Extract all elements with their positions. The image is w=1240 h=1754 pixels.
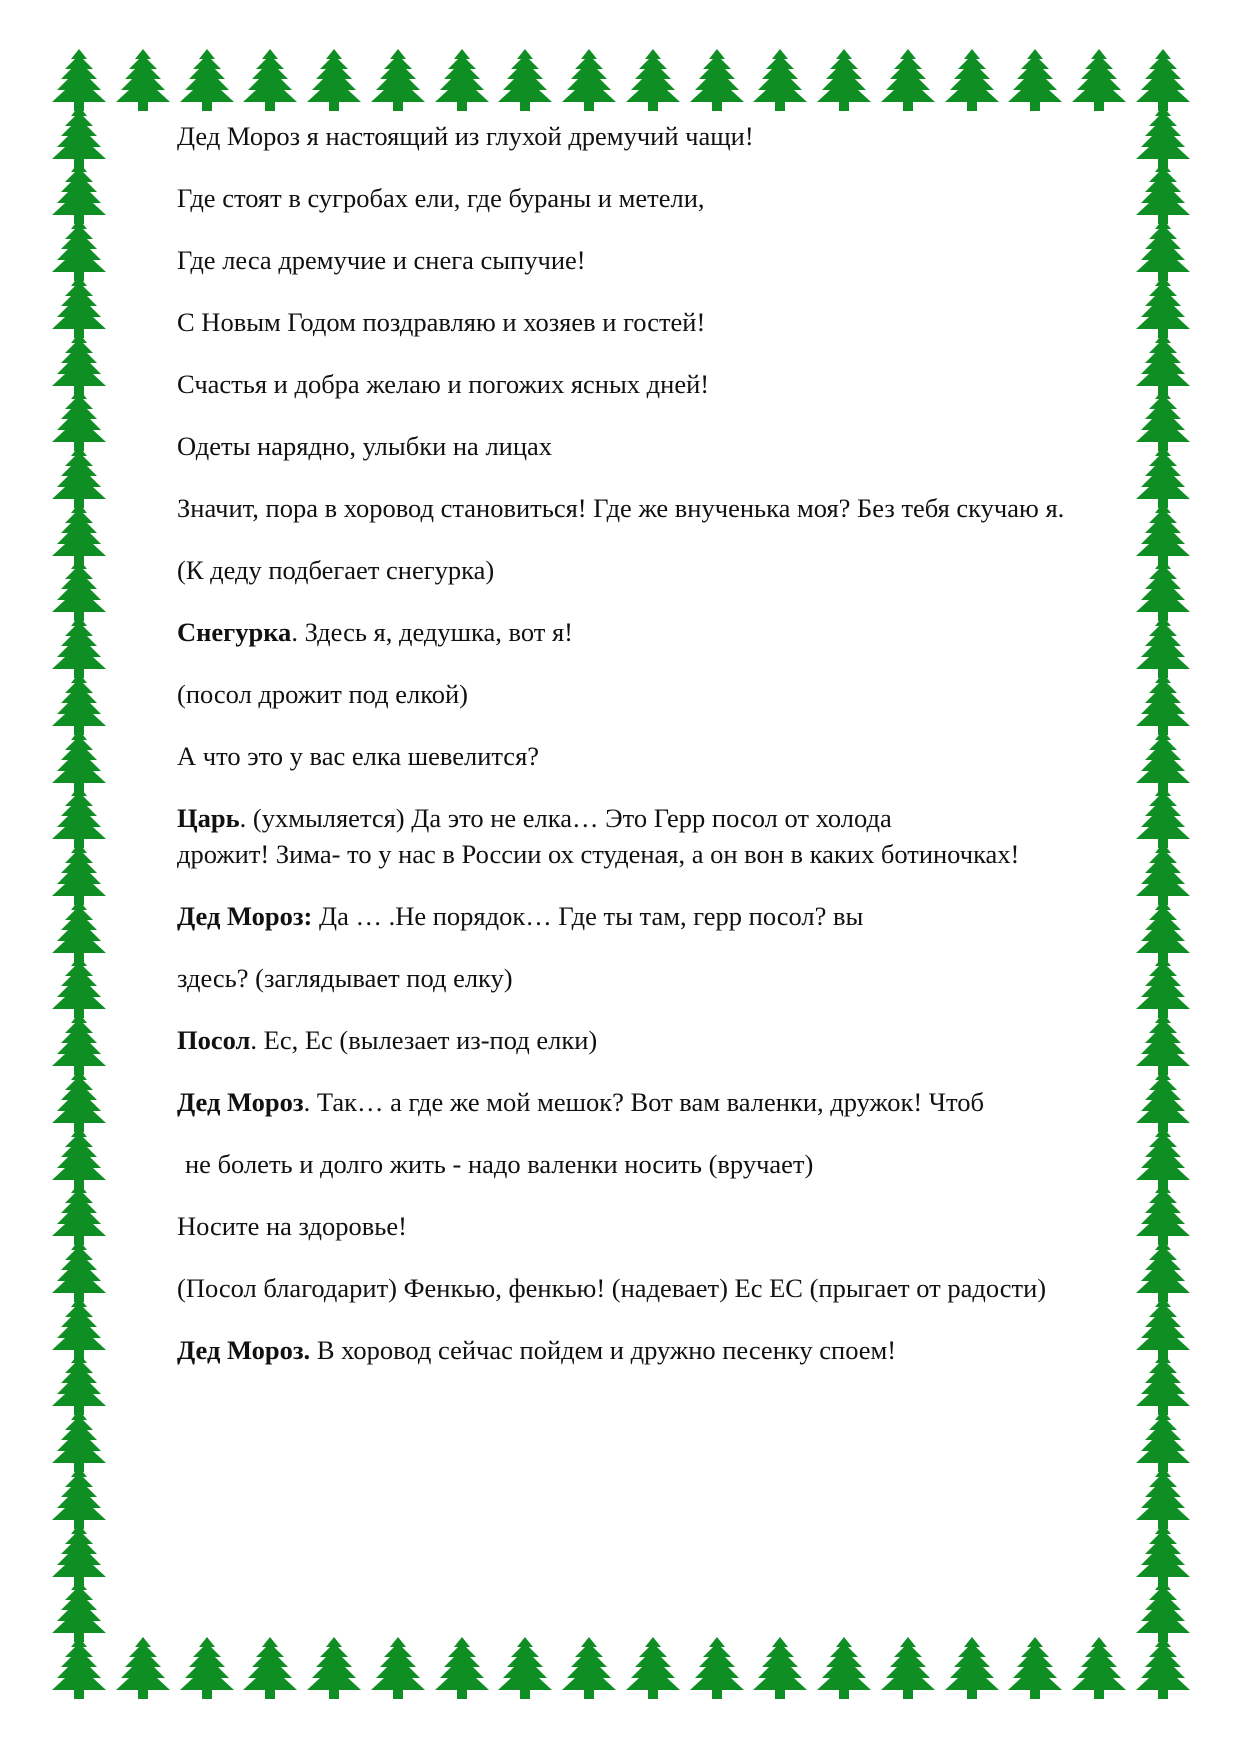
christmas-tree-icon	[48, 785, 110, 849]
script-line	[177, 738, 1177, 774]
script-line	[177, 1146, 1177, 1182]
line-text: дрожит! Зима- то у нас в России ох студеная, а он вон в каких ботиночках!	[177, 839, 1020, 869]
script-paragraph	[177, 738, 1177, 774]
christmas-tree-icon	[112, 48, 174, 112]
script-line	[177, 118, 1177, 154]
christmas-tree-icon	[1132, 48, 1194, 112]
line-text: А что это у вас елка шевелится?	[177, 741, 540, 771]
christmas-tree-icon	[48, 1296, 110, 1360]
christmas-tree-icon	[558, 48, 620, 112]
christmas-tree-icon	[239, 48, 301, 112]
christmas-tree-icon	[1004, 48, 1066, 112]
christmas-tree-icon	[48, 1636, 110, 1700]
christmas-tree-icon	[431, 1636, 493, 1700]
line-text: (К деду подбегает снегурка)	[177, 555, 495, 585]
christmas-tree-icon	[112, 1636, 174, 1700]
christmas-tree-icon	[48, 1182, 110, 1246]
script-paragraph	[177, 960, 1177, 996]
christmas-tree-icon	[48, 899, 110, 963]
line-text: (посол дрожит под елкой)	[177, 679, 468, 709]
christmas-tree-icon	[48, 1579, 110, 1643]
script-line	[177, 676, 1177, 712]
christmas-tree-icon	[941, 1636, 1003, 1700]
christmas-tree-icon	[686, 1636, 748, 1700]
christmas-tree-icon	[686, 48, 748, 112]
script-paragraph	[177, 614, 1177, 650]
line-text: не болеть и долго жить - надо валенки носить (вручает)	[185, 1149, 814, 1179]
line-text: Дед Мороз я настоящий из глухой дремучий чащи!	[177, 121, 754, 151]
script-line	[177, 614, 1177, 650]
script-line	[177, 836, 1177, 872]
script-line	[177, 800, 1177, 836]
christmas-tree-icon	[494, 1636, 556, 1700]
line-text: Значит, пора в хоровод становиться! Где же внученька моя? Без тебя скучаю я.	[177, 493, 1065, 523]
line-text: (Посол благодарит) Фенкью, фенкью! (надевает) Ес ЕС (прыгает от радости)	[177, 1273, 1047, 1303]
script-line	[177, 1332, 1177, 1368]
speaker-name: Царь	[177, 803, 240, 833]
christmas-tree-icon	[48, 558, 110, 622]
script-line	[177, 1208, 1177, 1244]
speaker-name: Снегурка	[177, 617, 292, 647]
christmas-tree-icon	[1004, 1636, 1066, 1700]
script-paragraph	[177, 1270, 1177, 1306]
speaker-name: Дед Мороз	[177, 1087, 304, 1117]
christmas-tree-icon	[48, 445, 110, 509]
christmas-tree-icon	[48, 615, 110, 679]
script-paragraph	[177, 1084, 1177, 1120]
christmas-tree-icon	[749, 1636, 811, 1700]
christmas-tree-icon	[48, 332, 110, 396]
line-text: Да … .Не порядок… Где ты там, герр посол? вы	[312, 901, 864, 931]
christmas-tree-icon	[1068, 48, 1130, 112]
christmas-tree-icon	[48, 1466, 110, 1530]
christmas-tree-icon	[48, 388, 110, 452]
christmas-tree-icon	[48, 502, 110, 566]
christmas-tree-icon	[303, 48, 365, 112]
line-text: Одеты нарядно, улыбки на лицах	[177, 431, 553, 461]
christmas-tree-icon	[176, 1636, 238, 1700]
christmas-tree-icon	[48, 275, 110, 339]
christmas-tree-icon	[48, 672, 110, 736]
script-line	[177, 180, 1177, 216]
christmas-tree-icon	[1132, 1409, 1194, 1473]
line-text: Где леса дремучие и снега сыпучие!	[177, 245, 586, 275]
script-line	[177, 490, 1177, 526]
christmas-tree-icon	[48, 842, 110, 906]
christmas-tree-icon	[367, 48, 429, 112]
christmas-tree-icon	[48, 1069, 110, 1133]
christmas-tree-icon	[431, 48, 493, 112]
christmas-tree-icon	[48, 48, 110, 112]
line-text: Где стоят в сугробах ели, где бураны и метели,	[177, 183, 705, 213]
christmas-tree-icon	[176, 48, 238, 112]
script-paragraph	[177, 1146, 1177, 1182]
line-text: . Так… а где же мой мешок? Вот вам валенки, дружок! Чтоб	[303, 1087, 984, 1117]
christmas-tree-icon	[813, 48, 875, 112]
script-line	[177, 898, 1177, 934]
christmas-tree-icon	[1132, 1523, 1194, 1587]
line-text: В хоровод сейчас пойдем и дружно песенку споем!	[310, 1335, 897, 1365]
christmas-tree-icon	[622, 1636, 684, 1700]
christmas-tree-icon	[48, 1352, 110, 1416]
script-line	[177, 304, 1177, 340]
script-line	[177, 1022, 1177, 1058]
christmas-tree-icon	[941, 48, 1003, 112]
christmas-tree-icon	[48, 161, 110, 225]
christmas-tree-icon	[558, 1636, 620, 1700]
line-text: С Новым Годом поздравляю и хозяев и гостей!	[177, 307, 706, 337]
line-text: . Здесь я, дедушка, вот я!	[291, 617, 573, 647]
christmas-tree-icon	[1132, 1579, 1194, 1643]
christmas-tree-icon	[48, 1409, 110, 1473]
script-paragraph	[177, 304, 1177, 340]
christmas-tree-icon	[48, 1012, 110, 1076]
line-text: Носите на здоровье!	[177, 1211, 407, 1241]
christmas-tree-icon	[303, 1636, 365, 1700]
script-paragraph	[177, 552, 1177, 588]
script-paragraph	[177, 800, 1177, 872]
christmas-tree-icon	[1132, 1466, 1194, 1530]
christmas-tree-icon	[48, 1523, 110, 1587]
christmas-tree-icon	[48, 105, 110, 169]
line-text: здесь? (заглядывает под елку)	[177, 963, 513, 993]
christmas-tree-icon	[494, 48, 556, 112]
script-paragraph	[177, 1332, 1177, 1368]
script-line	[177, 1084, 1177, 1120]
script-paragraph	[177, 1022, 1177, 1058]
script-line	[177, 960, 1177, 996]
script-paragraph	[177, 490, 1177, 526]
line-text: Счастья и добра желаю и погожих ясных дней!	[177, 369, 710, 399]
christmas-tree-icon	[367, 1636, 429, 1700]
script-paragraph	[177, 366, 1177, 402]
christmas-tree-icon	[1132, 1636, 1194, 1700]
christmas-tree-icon	[48, 1126, 110, 1190]
christmas-tree-icon	[48, 218, 110, 282]
script-paragraph	[177, 898, 1177, 934]
christmas-tree-icon	[877, 48, 939, 112]
script-paragraph	[177, 242, 1177, 278]
christmas-tree-icon	[239, 1636, 301, 1700]
script-paragraph	[177, 676, 1177, 712]
christmas-tree-icon	[813, 1636, 875, 1700]
script-line	[177, 366, 1177, 402]
script-line	[177, 428, 1177, 464]
script-line	[177, 242, 1177, 278]
christmas-tree-icon	[48, 955, 110, 1019]
line-text: . (ухмыляется) Да это не елка… Это Герр посол от холода	[239, 803, 892, 833]
christmas-tree-icon	[877, 1636, 939, 1700]
christmas-tree-icon	[48, 1239, 110, 1303]
christmas-tree-icon	[622, 48, 684, 112]
speaker-name: Дед Мороз:	[177, 901, 313, 931]
speaker-name: Дед Мороз.	[177, 1335, 311, 1365]
script-paragraph	[177, 180, 1177, 216]
script-paragraph	[177, 118, 1177, 154]
speaker-name: Посол	[177, 1025, 251, 1055]
script-line	[177, 1270, 1177, 1306]
christmas-tree-icon	[1068, 1636, 1130, 1700]
script-text	[177, 118, 1177, 1394]
line-text: . Ес, Ес (вылезает из-под елки)	[250, 1025, 598, 1055]
christmas-tree-icon	[749, 48, 811, 112]
script-paragraph	[177, 1208, 1177, 1244]
christmas-tree-icon	[48, 729, 110, 793]
script-line	[177, 552, 1177, 588]
script-paragraph	[177, 428, 1177, 464]
